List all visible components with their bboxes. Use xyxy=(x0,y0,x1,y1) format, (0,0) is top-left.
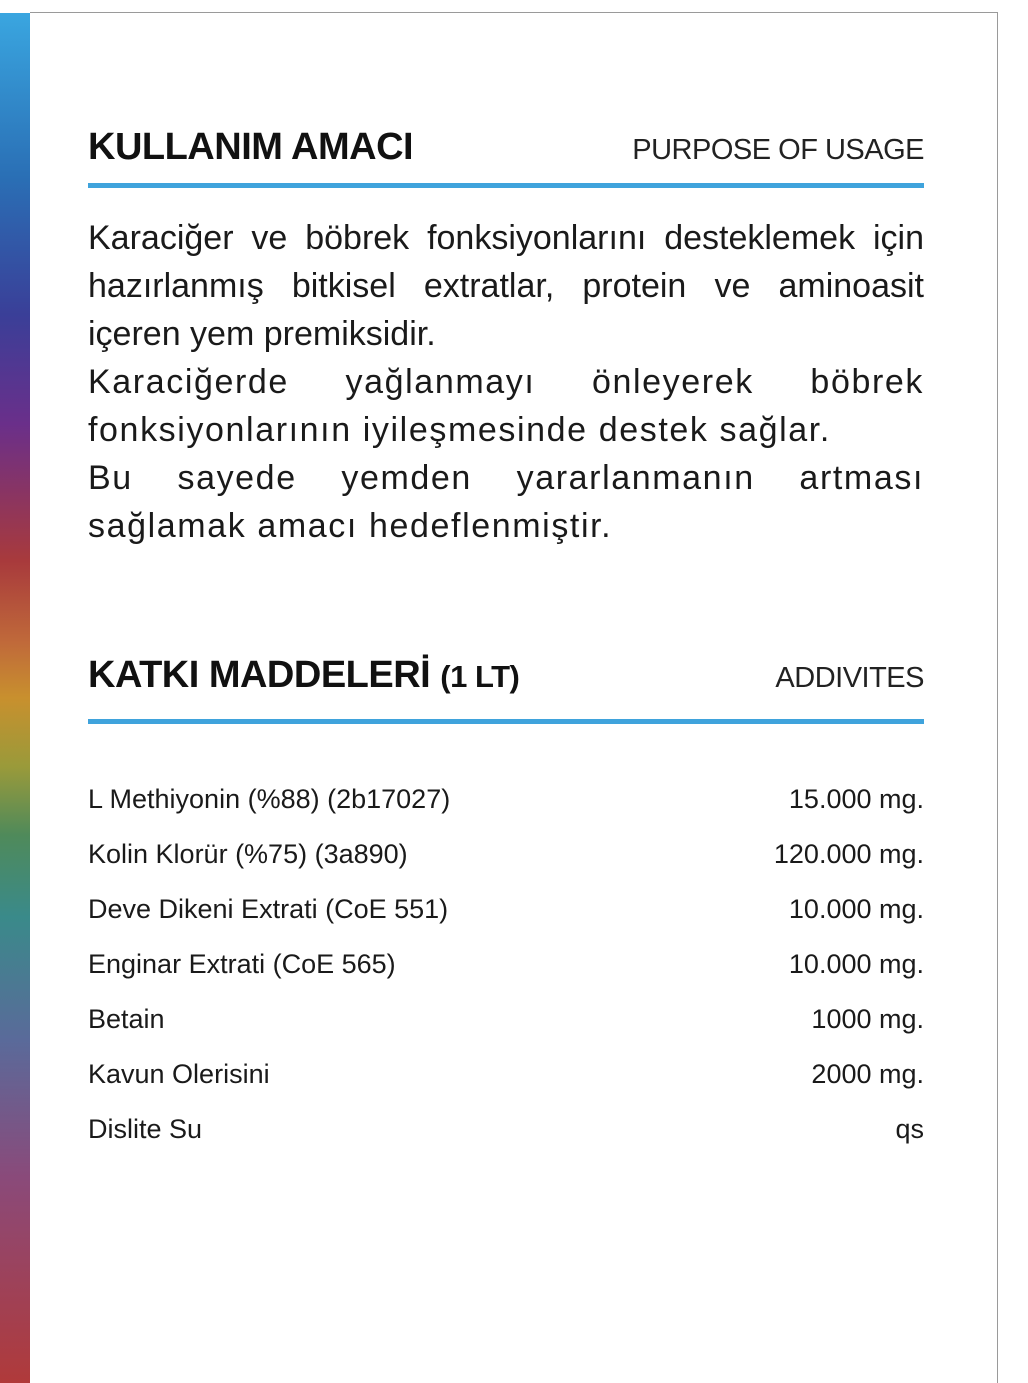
usage-paragraph-1: Karaciğer ve böbrek fonksiyonlarını desteklemek için hazırlanmış bitkisel extratlar, protein ve aminoasit içeren yem premiksidir. xyxy=(88,219,924,353)
table-row xyxy=(88,937,924,992)
table-row xyxy=(88,772,924,827)
usage-divider xyxy=(88,183,924,188)
ingredient-name: Kolin Klorür (%75) (3a890) xyxy=(88,839,408,869)
table-row xyxy=(88,1102,924,1157)
ingredient-name: Enginar Extrati (CoE 565) xyxy=(88,949,396,979)
usage-description xyxy=(88,214,924,550)
usage-title-en: PURPOSE OF USAGE xyxy=(632,134,924,166)
usage-section-header xyxy=(88,126,924,169)
usage-paragraph-2: Karaciğerde yağlanmayı önleyerek böbrek fonksiyonlarının iyileşmesinde destek sağlar. xyxy=(88,363,924,449)
ingredient-amount: 15.000 mg. xyxy=(788,784,924,814)
usage-paragraph-3: Bu sayede yemden yararlanmanın artması sağlamak amacı hedeflenmiştir. xyxy=(88,459,924,545)
additives-table xyxy=(88,772,924,1157)
ingredient-amount: 1000 mg. xyxy=(811,1004,924,1034)
ingredient-amount: 10.000 mg. xyxy=(788,949,924,979)
additives-section-header xyxy=(88,654,924,697)
color-gradient-stripe xyxy=(0,13,30,1383)
ingredient-name: Betain xyxy=(88,1004,165,1034)
ingredient-amount: qs xyxy=(895,1114,924,1144)
additives-title-unit: (1 LT) xyxy=(440,659,520,694)
ingredient-name: Deve Dikeni Extrati (CoE 551) xyxy=(88,894,449,924)
table-row xyxy=(88,827,924,882)
additives-title-en: ADDIVITES xyxy=(775,662,924,694)
table-row xyxy=(88,882,924,937)
table-row xyxy=(88,992,924,1047)
usage-title: KULLANIM AMACI xyxy=(88,126,414,168)
additives-title-text: KATKI MADDELERİ xyxy=(88,654,431,696)
additives-divider xyxy=(88,719,924,724)
table-row xyxy=(88,1047,924,1102)
ingredient-name: Dislite Su xyxy=(88,1114,203,1144)
ingredient-amount: 10.000 mg. xyxy=(788,894,924,924)
additives-title xyxy=(88,654,519,697)
ingredient-name: L Methiyonin (%88) (2b17027) xyxy=(88,784,451,814)
ingredient-amount: 120.000 mg. xyxy=(773,839,924,869)
ingredient-name: Kavun Olerisini xyxy=(88,1059,270,1089)
ingredient-amount: 2000 mg. xyxy=(811,1059,924,1089)
